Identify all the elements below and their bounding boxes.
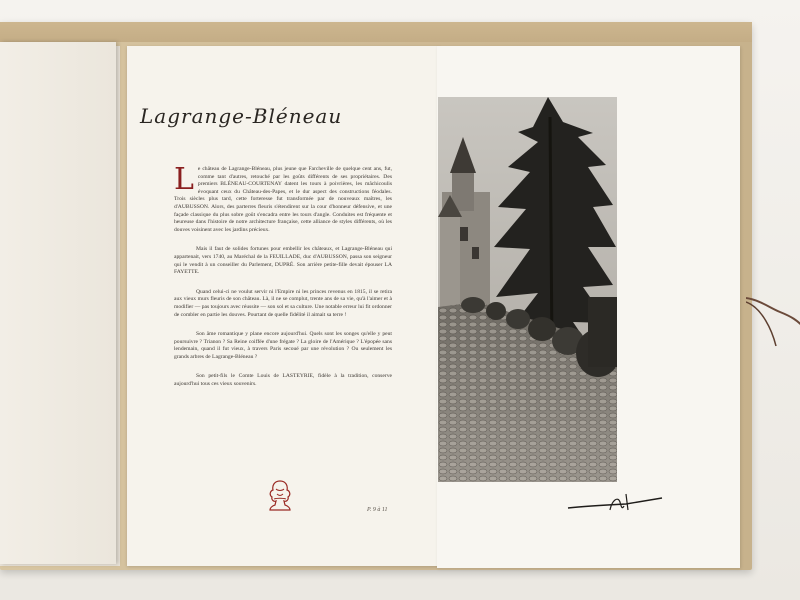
- drop-cap: L: [174, 162, 194, 197]
- paragraph-1-text: e château de Lagrange-Bléneau, plus jeune que Farcheville de quelque cent ans, fut, comme tant d'autres, retouché par les goûts différents de ses propriétaires. Des premiers BLÉNEAU-COURTENAY datent les tours à poivrières, les mâchicoulis évoquant ceux du Château-des-Papes, et le dur aspect des constructions féodales. Trois siècles plus tard, cette forteresse fut transformée par de nouveaux maîtres, les d'AUBUSSON. Alors, des parterres fleuris s'étendirent sur la cour d'honneur défensive, et une façade classique du plus sobre goût s'encadra entre les tours d'angle. Conduites est fréquente et heureuse dans l'histoire de notre architecture française, cette alliance de styles différents, où les douves voisinent avec les jardins précieux.: [174, 166, 392, 233]
- plate-title: Lagrange-Bléneau: [140, 104, 343, 128]
- paragraph-5: Son petit-fils le Comte Louis de LASTEYRIE, fidèle à la tradition, conserve aujourd'hui tous ces vieux souvenirs.: [174, 373, 392, 388]
- paragraph-4: Son âme romantique y plane encore aujourd'hui. Quels sont les songes qu'elle y peut poursuivre ? Trianon ? Sa Reine coiffée d'une frégate ? La gloire de l'Amérique ? L'épopée sans lendemain, quand il fut vieux, à travers Paris secoué par une révolution ? Ou seulement les grands arbres de Lagrange-Bléneau ?: [174, 331, 392, 360]
- paragraph-3: Quand celui-ci ne voulut servir ni l'Empire ni les princes revenus en 1815, il se retira aux vieux murs fleuris de son château. Là, il ne se complut, trente ans de sa vie, qu'à l'aimer et à modifier — pas toujours avec réussite — son sol et sa culture. Une notable erreur lui fit ordonner de combler en partie les douves. Pourtant de quelle fidélité il aimait sa terre !: [174, 288, 392, 318]
- paragraph-1: [174, 162, 392, 234]
- chateau-photograph: [438, 97, 617, 482]
- artist-signature-icon: [566, 488, 666, 518]
- paragraph-2: Mais il faut de solides fortunes pour embellir les châteaux, et Lagrange-Bléneau qui appartenait, vers 1740, au Maréchal de la FEUILLADE, duc d'AUBUSSON, passa son seigneur qui le vendit à un conseiller du Parlement, DUPRÉ. Son arrière petite-fille devait épouser LA FAYETTE.: [174, 246, 392, 276]
- body-text: [174, 162, 392, 401]
- tie-cord-icon: [746, 290, 800, 350]
- left-blank-page: [0, 42, 116, 564]
- portfolio-folder-edge: [0, 22, 752, 42]
- bust-fleuron-icon: [265, 478, 295, 512]
- page-reference: P. 9 à 11: [367, 507, 388, 513]
